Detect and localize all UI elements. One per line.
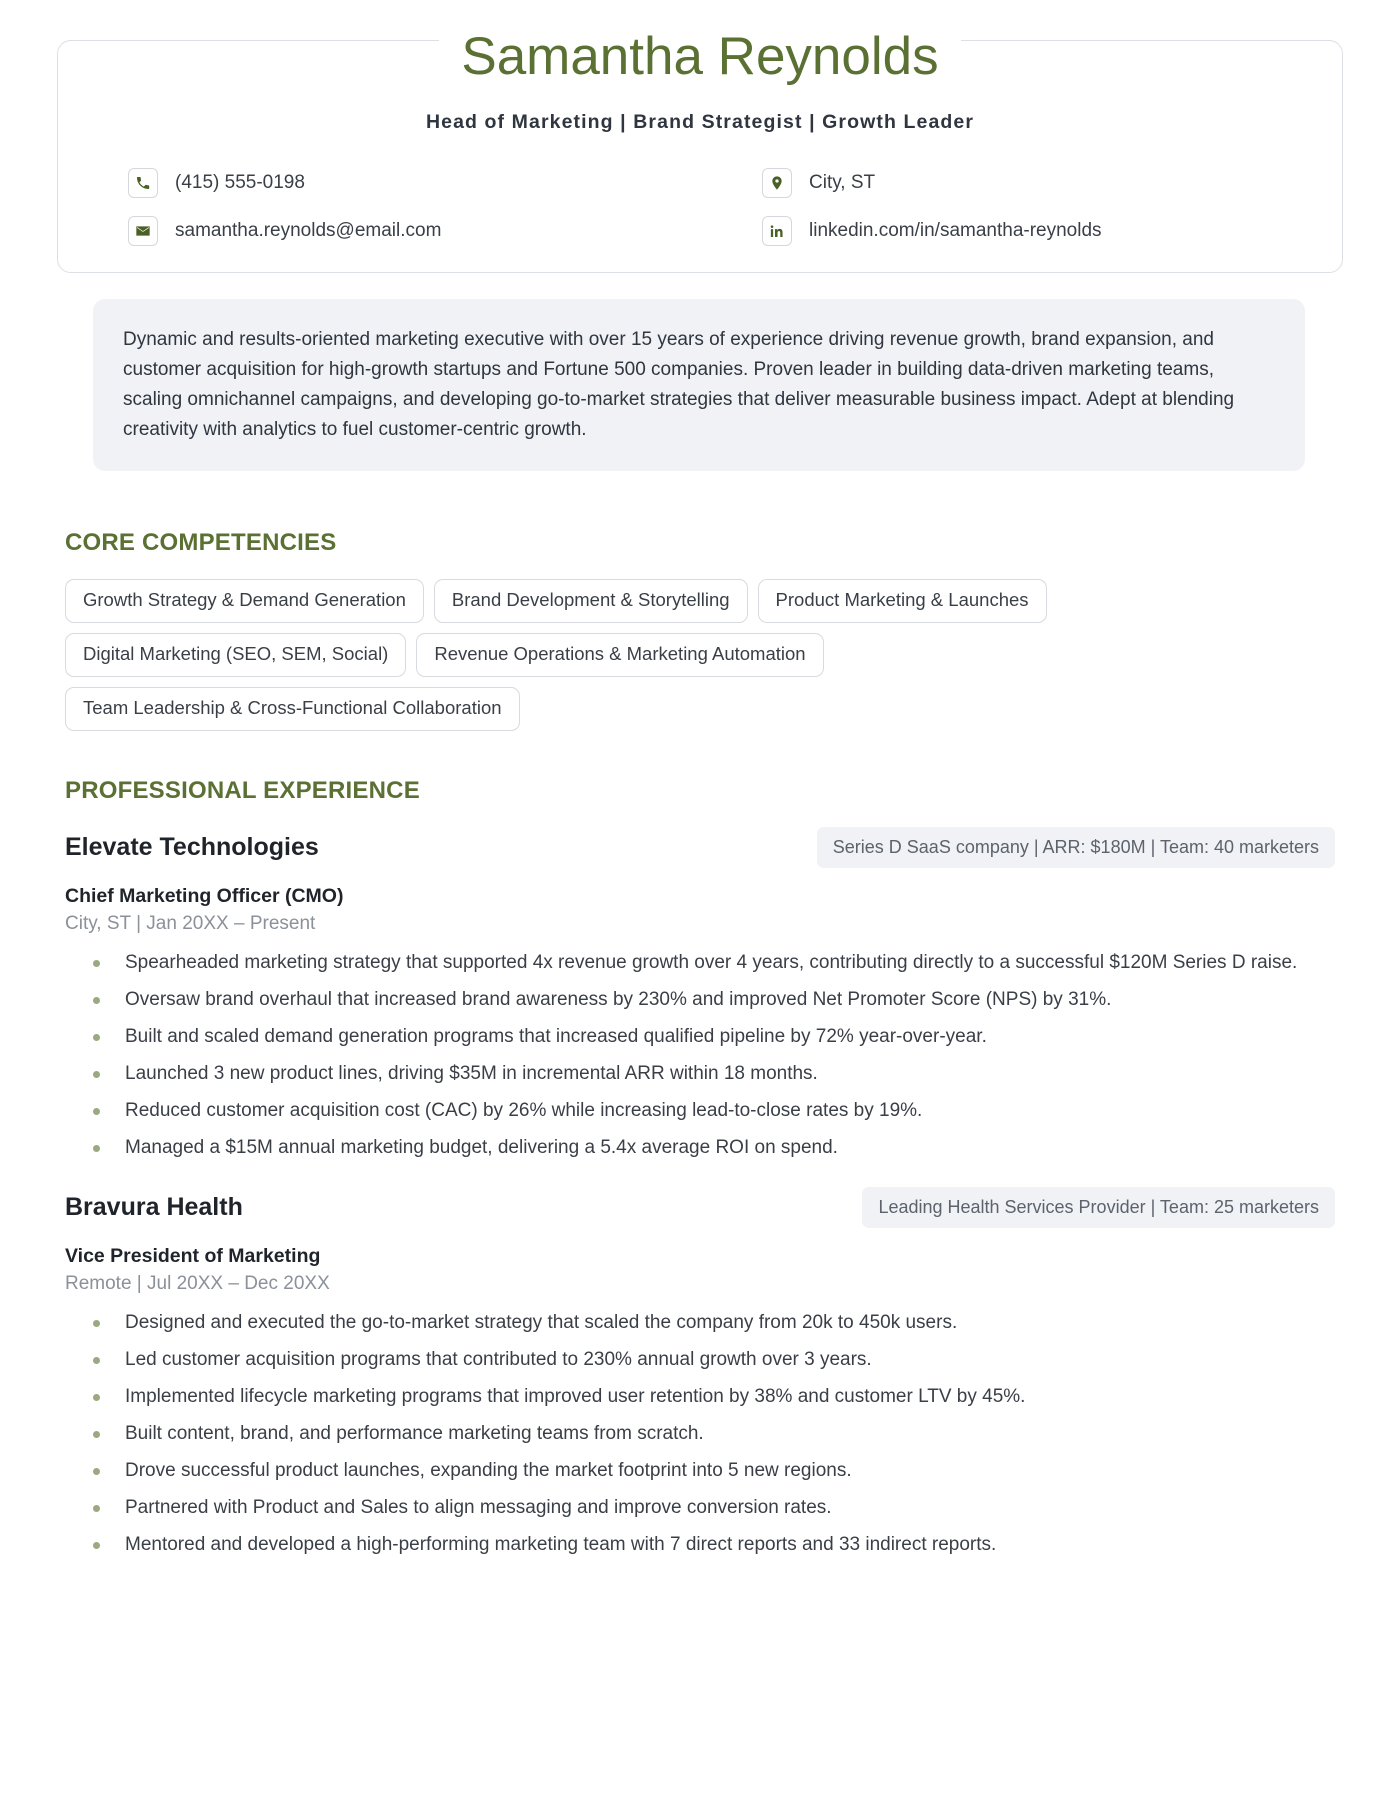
core-competencies-section — [65, 529, 1335, 731]
email-icon — [128, 216, 158, 246]
competency-row — [65, 579, 1335, 623]
job-bullet: Drove successful product launches, expanding the market footprint into 5 new regions. — [79, 1457, 1335, 1484]
header-card — [57, 40, 1343, 273]
job-location-dates: City, ST | Jan 20XX – Present — [65, 913, 316, 934]
contact-item-phone[interactable] — [128, 168, 704, 198]
company-name: Bravura Health — [65, 1193, 243, 1221]
professional-experience-section — [65, 777, 1335, 1558]
job-bullet: Managed a $15M annual marketing budget, delivering a 5.4x average ROI on spend. — [79, 1134, 1335, 1161]
competency-pill: Team Leadership & Cross-Functional Collaboration — [65, 687, 520, 731]
job-bullet: Spearheaded marketing strategy that supported 4x revenue growth over 4 years, contributing directly to a successful $120M Series D raise. — [79, 949, 1335, 976]
competency-pill: Digital Marketing (SEO, SEM, Social) — [65, 633, 406, 677]
competency-row — [65, 687, 1335, 731]
job-header — [65, 1187, 1335, 1228]
company-name: Elevate Technologies — [65, 833, 319, 861]
contact-grid — [98, 168, 1302, 246]
job-title: Chief Marketing Officer (CMO) — [65, 885, 344, 907]
professional-experience-title: PROFESSIONAL EXPERIENCE — [65, 777, 420, 804]
contact-value-linkedin: linkedin.com/in/samantha-reynolds — [809, 220, 1102, 241]
company-badge: Leading Health Services Provider | Team: 25 marketers — [862, 1187, 1335, 1228]
competency-row — [65, 633, 1335, 677]
linkedin-icon — [762, 216, 792, 246]
job-header — [65, 827, 1335, 868]
professional-summary-text: Dynamic and results-oriented marketing executive with over 15 years of experience driving revenue growth, brand expansion, and customer acquisition for high-growth startups and Fortune 500 companies. Proven leader in building data-driven marketing teams, scaling omnichannel campaigns, and developing go-to-market strategies that deliver measurable business impact. Adept at blending creativity with analytics to fuel customer-centric growth. — [123, 329, 1235, 440]
competency-pill: Revenue Operations & Marketing Automation — [416, 633, 823, 677]
job-entry — [65, 1187, 1335, 1558]
job-bullet: Built and scaled demand generation programs that increased qualified pipeline by 72% year-over-year. — [79, 1023, 1335, 1050]
contact-item-linkedin[interactable] — [704, 216, 1280, 246]
contact-value-location: City, ST — [809, 172, 876, 193]
job-entry — [65, 827, 1335, 1161]
job-bullet-list — [79, 1309, 1335, 1558]
company-badge: Series D SaaS company | ARR: $180M | Team: 40 marketers — [817, 827, 1335, 868]
core-competencies-title: CORE COMPETENCIES — [65, 529, 337, 556]
professional-summary-box — [93, 299, 1305, 471]
job-bullet: Reduced customer acquisition cost (CAC) by 26% while increasing lead-to-close rates by 19%. — [79, 1097, 1335, 1124]
competency-pill-rows — [65, 579, 1335, 731]
resume-header — [57, 0, 1343, 273]
competency-pill: Brand Development & Storytelling — [434, 579, 748, 623]
professional-headline: Head of Marketing | Brand Strategist | Growth Leader — [425, 111, 975, 133]
job-bullet: Mentored and developed a high-performing marketing team with 7 direct reports and 33 indirect reports. — [79, 1531, 1335, 1558]
competency-pill: Growth Strategy & Demand Generation — [65, 579, 424, 623]
job-bullet: Oversaw brand overhaul that increased brand awareness by 230% and improved Net Promoter Score (NPS) by 31%. — [79, 986, 1335, 1013]
job-bullet: Built content, brand, and performance marketing teams from scratch. — [79, 1420, 1335, 1447]
job-title: Vice President of Marketing — [65, 1245, 321, 1267]
contact-value-phone: (415) 555-0198 — [175, 172, 305, 193]
competency-pill: Product Marketing & Launches — [758, 579, 1047, 623]
job-bullet: Partnered with Product and Sales to align messaging and improve conversion rates. — [79, 1494, 1335, 1521]
contact-item-email[interactable] — [128, 216, 704, 246]
page-title: Samantha Reynolds — [439, 26, 960, 88]
location-icon — [762, 168, 792, 198]
contact-item-location[interactable] — [704, 168, 1280, 198]
phone-icon — [128, 168, 158, 198]
job-bullet: Implemented lifecycle marketing programs that improved user retention by 38% and customer LTV by 45%. — [79, 1383, 1335, 1410]
job-bullet: Designed and executed the go-to-market strategy that scaled the company from 20k to 450k users. — [79, 1309, 1335, 1336]
job-bullet: Launched 3 new product lines, driving $35M in incremental ARR within 18 months. — [79, 1060, 1335, 1087]
job-location-dates: Remote | Jul 20XX – Dec 20XX — [65, 1273, 330, 1294]
contact-value-email: samantha.reynolds@email.com — [175, 220, 442, 241]
job-bullet-list — [79, 949, 1335, 1161]
job-bullet: Led customer acquisition programs that contributed to 230% annual growth over 3 years. — [79, 1346, 1335, 1373]
